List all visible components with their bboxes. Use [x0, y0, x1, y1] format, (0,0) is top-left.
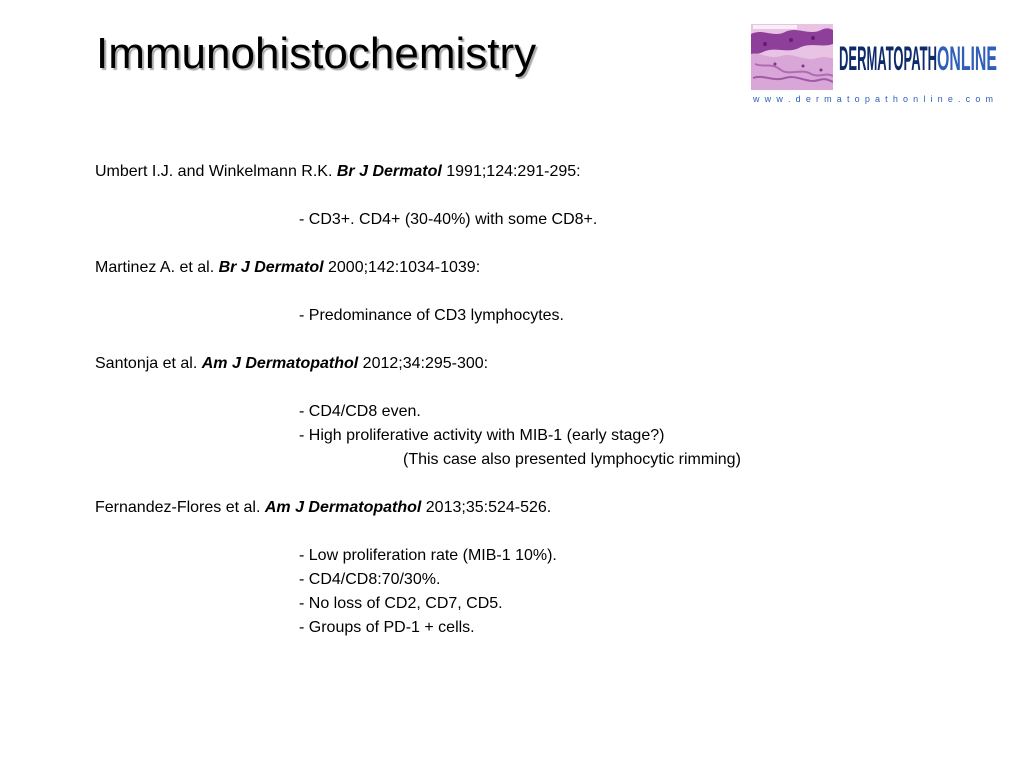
dermatopathonline-logo [751, 24, 997, 106]
reference-authors: Umbert I.J. and Winkelmann R.K. [95, 163, 333, 180]
reference-journal: Br J Dermatol [218, 259, 324, 276]
reference-journal: Br J Dermatol [336, 163, 442, 180]
logo-brand-light: ONLINE [937, 40, 997, 78]
reference-santonja [95, 352, 995, 376]
finding-item: - Predominance of CD3 lymphocytes. [299, 307, 564, 324]
finding-note: (This case also presented lymphocytic rimming) [403, 451, 741, 468]
reference-citation: 1991;124:291-295: [446, 163, 581, 180]
reference-list [95, 160, 995, 640]
finding-item: - No loss of CD2, CD7, CD5. [299, 595, 503, 612]
finding-item: - CD3+. CD4+ (30-40%) with some CD8+. [299, 211, 598, 228]
reference-martinez [95, 256, 995, 280]
reference-fernandez-flores [95, 496, 995, 520]
reference-authors: Martinez A. et al. [95, 259, 215, 276]
finding-item: - Low proliferation rate (MIB-1 10%). [299, 547, 557, 564]
logo-url [753, 92, 997, 104]
logo-wordmark [839, 32, 997, 86]
finding-item: - CD4/CD8 even. [299, 403, 421, 420]
reference-citation: 2000;142:1034-1039: [328, 259, 481, 276]
finding-item: - High proliferative activity with MIB-1 (early stage?) [299, 427, 665, 444]
finding-item: - CD4/CD8:70/30%. [299, 571, 441, 588]
reference-authors: Santonja et al. [95, 355, 198, 372]
reference-citation: 2013;35:524-526. [425, 499, 552, 516]
reference-journal: Am J Dermatopathol [201, 355, 359, 372]
reference-citation: 2012;34:295-300: [362, 355, 489, 372]
histology-image [751, 24, 833, 90]
reference-authors: Fernandez-Flores et al. [95, 499, 261, 516]
logo-url-text: w w w . d e r m a t o p a t h o n l i n e . c o m [753, 94, 993, 104]
slide-title: Immunohistochemistry [96, 29, 537, 78]
logo-brand-dark: DERMATOPATH [839, 40, 937, 78]
finding-item: - Groups of PD-1 + cells. [299, 619, 475, 636]
reference-journal: Am J Dermatopathol [264, 499, 422, 516]
reference-umbert [95, 160, 995, 184]
